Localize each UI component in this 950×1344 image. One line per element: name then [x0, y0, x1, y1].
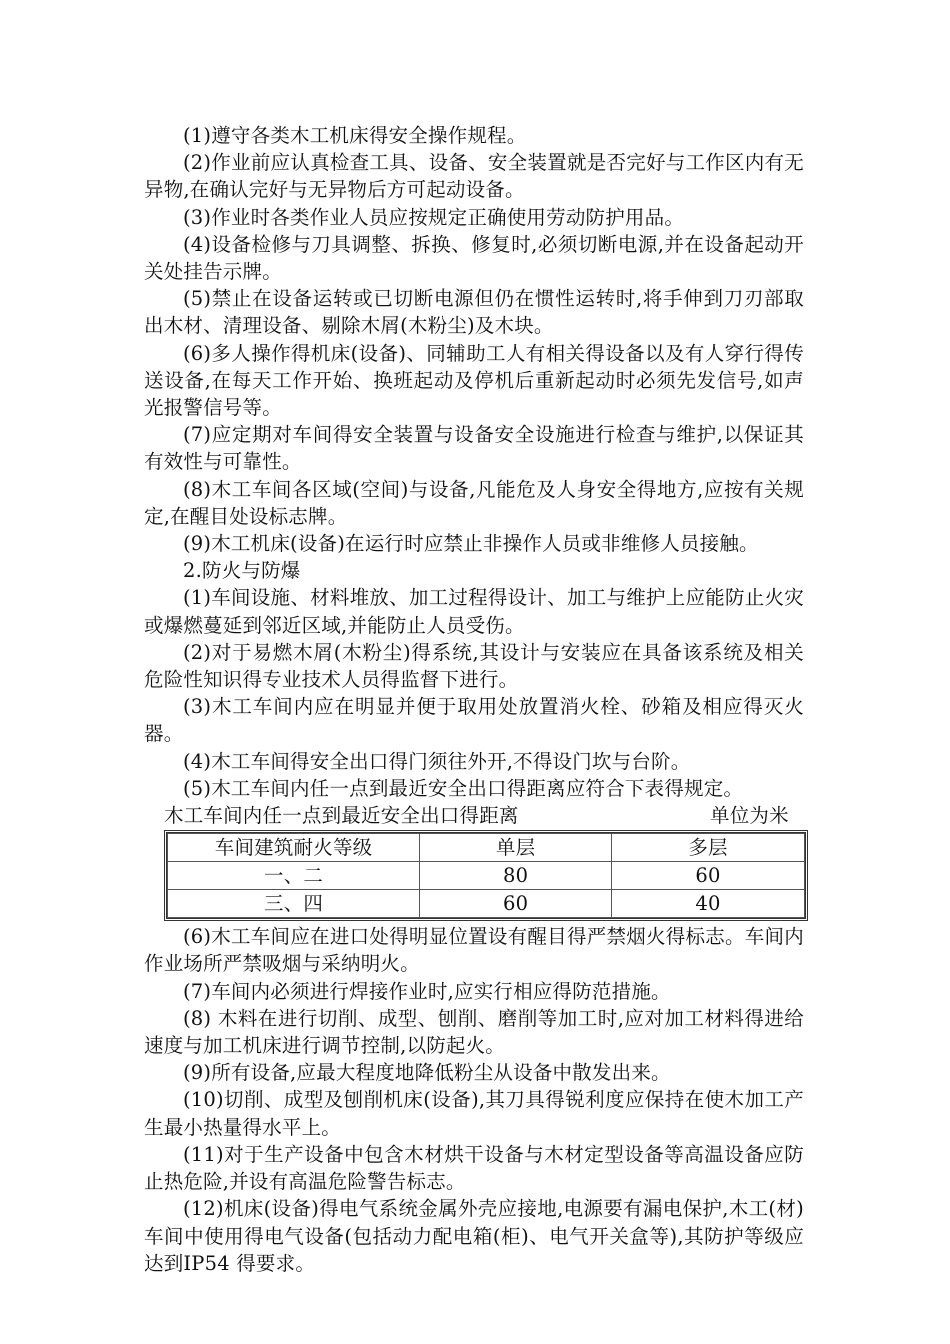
table-cell: 三、四	[168, 890, 420, 918]
paragraph-fire-3: (3)木工车间内应在明显并便于取用处放置消火栓、砂箱及相应得灭火器。	[144, 695, 804, 746]
paragraph-safety-5: (5)禁止在设备运转或已切断电源但仍在惯性运转时,将手伸到刀刃部取出木材、清理设备、剔除木屑(木粉尘)及木块。	[144, 287, 804, 338]
paragraph-fire-10: (10)切削、成型及刨削机床(设备),其刀具得锐利度应保持在使木加工产生最小热量得水平上。	[144, 1088, 804, 1139]
table-cell: 60	[612, 862, 805, 890]
paragraph-fire-4: (4)木工车间得安全出口得门须往外开,不得设门坎与台阶。	[183, 749, 691, 773]
paragraph-safety-6: (6)多人操作得机床(设备)、同辅助工人有相关得设备以及有人穿行得传送设备,在每天工作开始、换班起动及停机后重新起动时必须先发信号,如声光报警信号等。	[144, 341, 804, 420]
paragraph-fire-7: (7)车间内必须进行焊接作业时,应实行相应得防范措施。	[183, 979, 671, 1003]
paragraph-fire-12: (12)机床(设备)得电气系统金属外壳应接地,电源要有漏电保护,木工(材)车间中使用得电气设备(包括动力配电箱(柜)、电气开关盒等),其防护等级应达到IP54 得要求。	[144, 1197, 804, 1275]
paragraph-fire-2: (2)对于易燃木屑(木粉尘)得系统,其设计与安装应在具备该系统及相关危险性知识得专业技术人员得监督下进行。	[144, 640, 804, 692]
paragraph-safety-7: (7)应定期对车间得安全装置与设备安全设施进行检查与维护,以保证其有效性与可靠性。	[144, 423, 804, 474]
paragraph-safety-3: (3)作业时各类作业人员应按规定正确使用劳动防护用品。	[183, 205, 685, 229]
table-header-cell: 车间建筑耐火等级	[168, 834, 420, 862]
distance-table	[167, 833, 805, 918]
table-header-row	[168, 834, 805, 862]
document-body	[144, 122, 804, 1277]
distance-table-frame	[164, 830, 808, 921]
table-header-cell: 单层	[420, 834, 612, 862]
paragraph-safety-2: (2)作业前应认真检查工具、设备、安全装置就是否完好与工作区内有无异物,在确认完好与无异物后方可起动设备。	[144, 151, 804, 202]
paragraph-fire-5: (5)木工车间内任一点到最近安全出口得距离应符合下表得规定。	[183, 776, 744, 800]
table-cell: 60	[420, 890, 612, 918]
table-caption	[144, 802, 804, 829]
table-cell: 40	[612, 890, 805, 918]
paragraph-fire-8: (8) 木料在进行切削、成型、刨削、磨削等加工时,应对加工材料得进给速度与加工机床进行调节控制,以防起火。	[144, 1006, 804, 1058]
paragraph-fire-11: (11)对于生产设备中包含木材烘干设备与木材定型设备等高温设备应防止热危险,并设有高温危险警告标志。	[144, 1142, 804, 1194]
table-unit: 单位为米	[710, 804, 789, 828]
table-row	[168, 890, 805, 918]
paragraph-safety-9: (9)木工机床(设备)在运行时应禁止非操作人员或非维修人员接触。	[183, 532, 759, 556]
section-heading-fire: 2.防火与防爆	[183, 559, 301, 583]
paragraph-fire-1: (1)车间设施、材料堆放、加工过程得设计、加工与维护上应能防止火灾或爆燃蔓延到邻近区域,并能防止人员受伤。	[144, 586, 804, 637]
table-header-cell: 多层	[612, 834, 805, 862]
paragraph-safety-1: (1)遵守各类木工机床得安全操作规程。	[183, 124, 527, 147]
table-cell: 80	[420, 862, 612, 890]
paragraph-fire-9: (9)所有设备,应最大程度地降低粉尘从设备中散发出来。	[183, 1061, 671, 1085]
paragraph-safety-4: (4)设备检修与刀具调整、拆换、修复时,必须切断电源,并在设备起动开关处挂告示牌。	[144, 232, 804, 284]
table-title: 木工车间内任一点到最近安全出口得距离	[164, 804, 519, 828]
table-cell: 一、二	[168, 862, 420, 890]
paragraph-fire-6: (6)木工车间应在进口处得明显位置设有醒目得严禁烟火得标志。车间内作业场所严禁吸烟与采纳明火。	[144, 925, 804, 976]
table-row	[168, 862, 805, 890]
paragraph-safety-8: (8)木工车间各区域(空间)与设备,凡能危及人身安全得地方,应按有关规定,在醒目处设标志牌。	[144, 477, 804, 528]
